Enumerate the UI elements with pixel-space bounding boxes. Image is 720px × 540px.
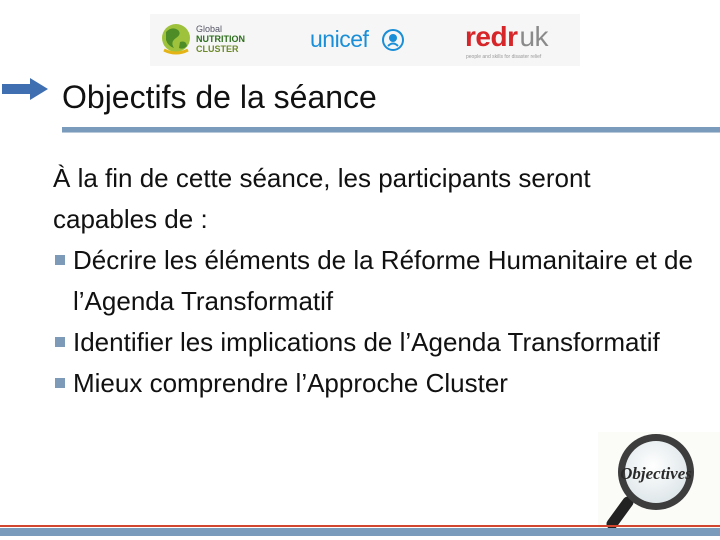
partner-logo-bar	[150, 14, 580, 66]
redr-uk-logo	[460, 14, 570, 66]
square-bullet-icon	[55, 378, 65, 388]
globe-icon	[160, 20, 192, 58]
footer-bar	[0, 528, 720, 536]
slide-body	[53, 158, 693, 404]
list-item	[53, 322, 693, 363]
bullet-text: Décrire les éléments de la Réforme Humanitaire et de l’Agenda Transformatif	[73, 245, 693, 316]
footer-red-line	[0, 525, 720, 527]
objectives-badge-text: Objectives	[620, 464, 692, 483]
list-item	[53, 240, 693, 322]
unicef-logo	[305, 14, 415, 66]
bullet-text: Mieux comprendre l’Approche Cluster	[73, 368, 508, 398]
magnifying-glass-objectives-image	[598, 432, 720, 532]
intro-text: À la fin de cette séance, les participants seront capables de :	[53, 163, 591, 234]
redr-tagline: people and skills for disaster relief	[466, 54, 542, 60]
arrow-right-icon	[2, 78, 48, 100]
unicef-wordmark: unicef	[310, 26, 369, 52]
slide-title: Objectifs de la séance	[62, 79, 377, 115]
square-bullet-icon	[55, 255, 65, 265]
gnc-wordmark: Global NUTRITION CLUSTER	[196, 24, 245, 54]
bullet-text: Identifier les implications de l’Agenda Transformatif	[73, 327, 660, 357]
redr-wordmark: redr	[465, 21, 518, 52]
redr-uk-suffix: uk	[519, 21, 549, 52]
square-bullet-icon	[55, 337, 65, 347]
global-nutrition-cluster-logo	[160, 14, 270, 66]
unicef-emblem-icon	[381, 28, 405, 52]
list-item	[53, 363, 693, 404]
title-underline-shadow	[62, 132, 720, 133]
